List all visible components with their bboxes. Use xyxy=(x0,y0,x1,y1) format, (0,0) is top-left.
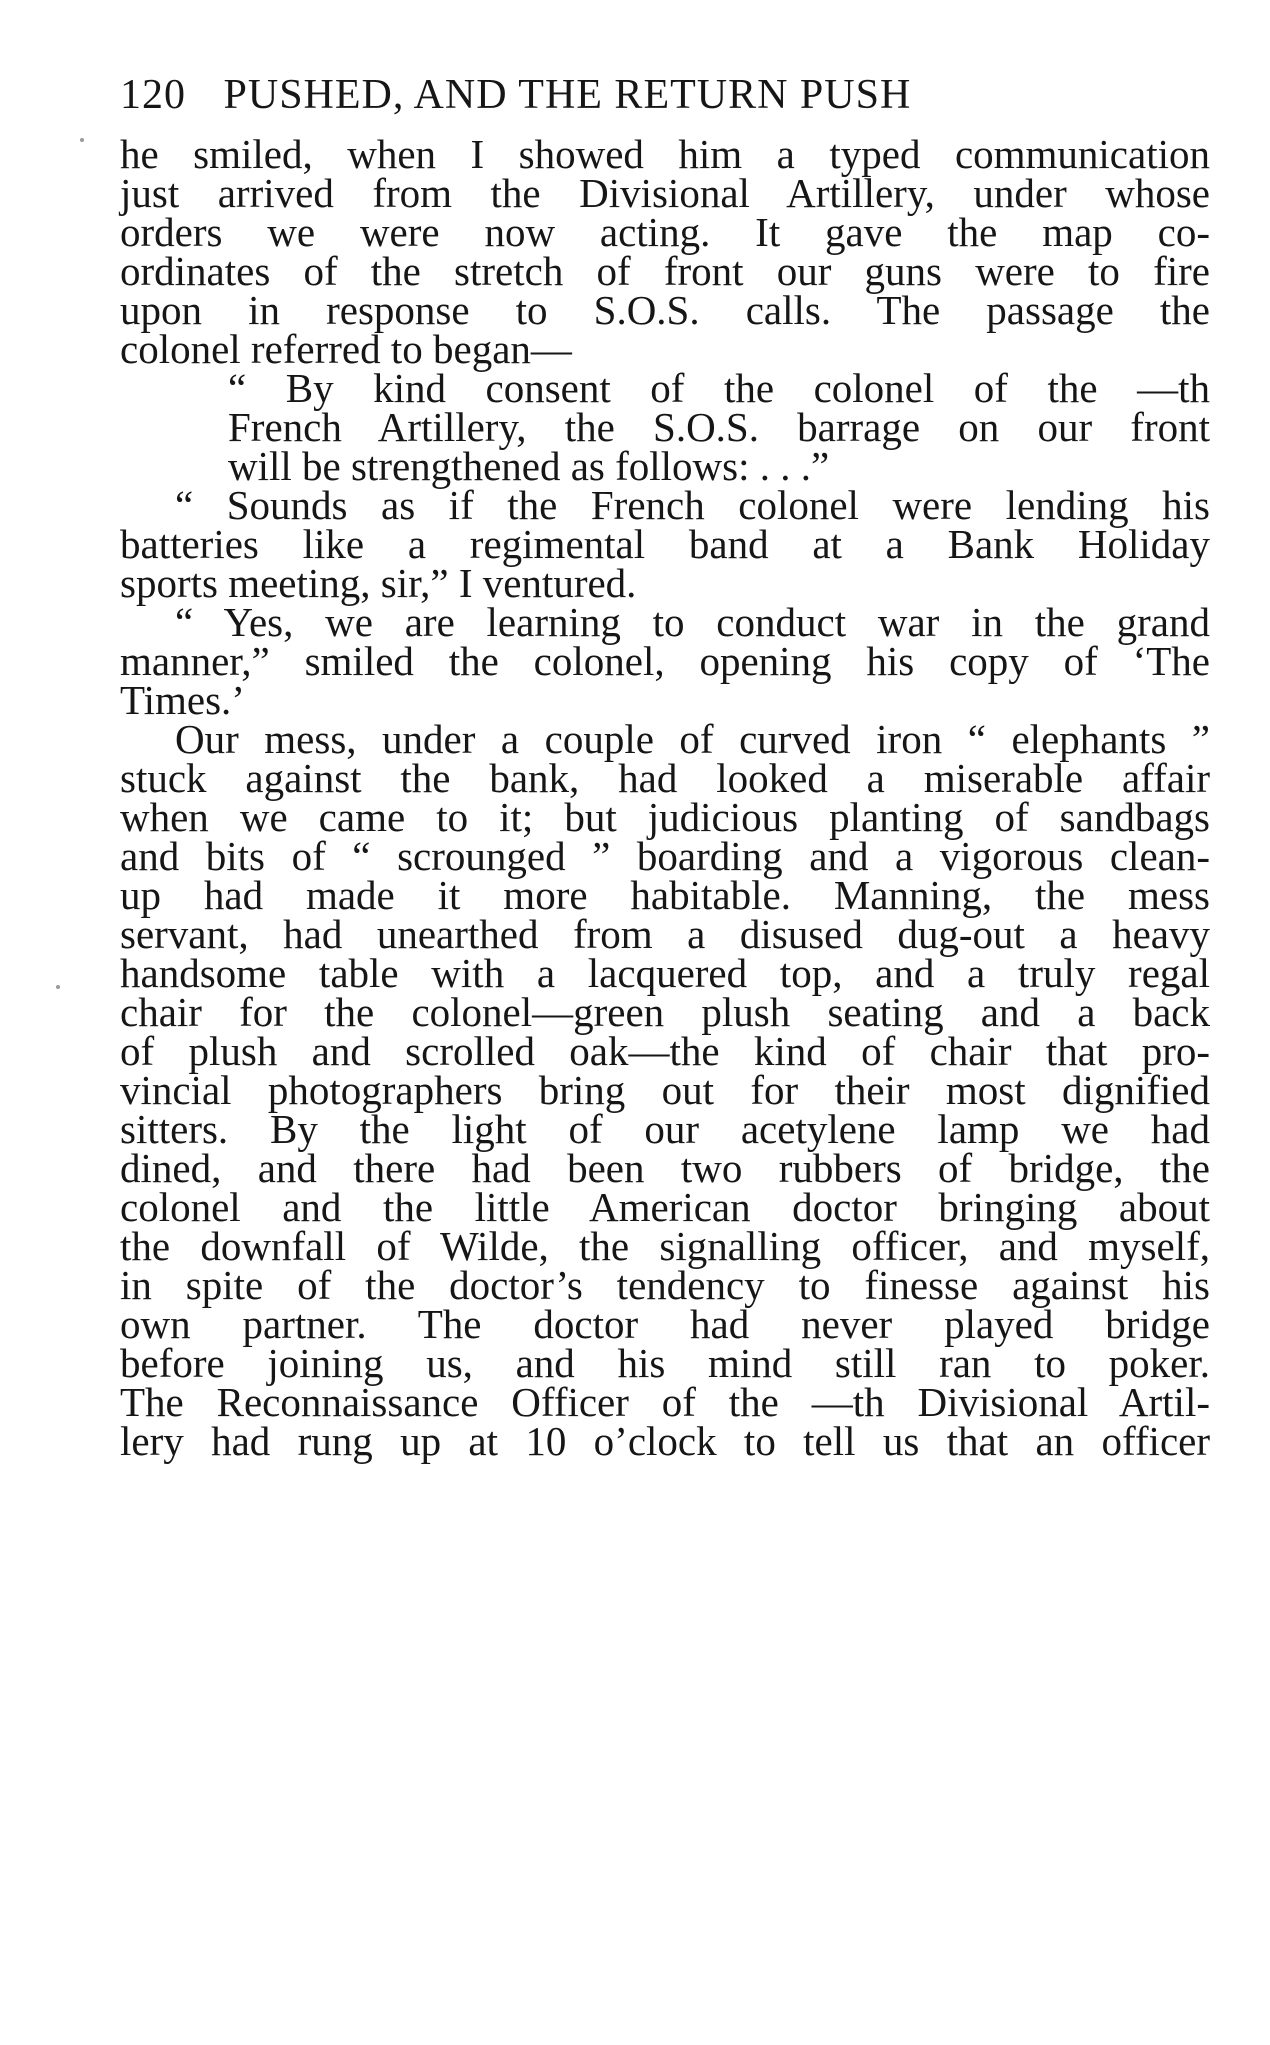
text-line: manner,” smiled the colonel, opening his copy of ‘The xyxy=(120,638,1210,684)
text-line: stuck against the bank, had looked a miserable affair xyxy=(120,755,1210,801)
print-speck xyxy=(56,985,60,989)
text-line: handsome table with a lacquered top, and a truly regal xyxy=(120,950,1210,996)
text-line: upon in response to S.O.S. calls. The passage the xyxy=(120,287,1210,333)
text-line: when we came to it; but judicious planting of sandbags xyxy=(120,794,1210,840)
text-line: of plush and scrolled oak—the kind of chair that pro- xyxy=(120,1028,1210,1074)
text-line: and bits of “ scrounged ” boarding and a vigorous clean- xyxy=(120,833,1210,879)
text-line: sitters. By the light of our acetylene lamp we had xyxy=(120,1106,1210,1152)
text-line: just arrived from the Divisional Artillery, under whose xyxy=(120,170,1210,216)
text-line: servant, had unearthed from a disused dug-out a heavy xyxy=(120,911,1210,957)
text-line: in spite of the doctor’s tendency to finesse against his xyxy=(120,1262,1210,1308)
text-line: Our mess, under a couple of curved iron “ elephants ” xyxy=(175,716,1210,762)
quote-line: “ By kind consent of the colonel of the —th xyxy=(228,365,1210,411)
text-line: Times.’ xyxy=(120,677,245,723)
text-line: own partner. The doctor had never played bridge xyxy=(120,1301,1210,1347)
text-line: dined, and there had been two rubbers of bridge, the xyxy=(120,1145,1210,1191)
text-line: he smiled, when I showed him a typed communication xyxy=(120,131,1210,177)
print-speck xyxy=(80,138,84,142)
quote-line: will be strengthened as follows: . . .” xyxy=(228,443,830,489)
text-line: the downfall of Wilde, the signalling officer, and myself, xyxy=(120,1223,1210,1269)
text-line: colonel and the little American doctor bringing about xyxy=(120,1184,1210,1230)
text-line: “ Sounds as if the French colonel were lending his xyxy=(175,482,1210,528)
text-line: sports meeting, sir,” I ventured. xyxy=(120,560,637,606)
text-line: lery had rung up at 10 o’clock to tell us that an officer xyxy=(120,1418,1210,1464)
text-line: vincial photographers bring out for their most dignified xyxy=(120,1067,1210,1113)
text-line: batteries like a regimental band at a Bank Holiday xyxy=(120,521,1210,567)
text-line: colonel referred to began— xyxy=(120,326,572,372)
page-number: 120 xyxy=(120,72,186,118)
quote-line: French Artillery, the S.O.S. barrage on our front xyxy=(228,404,1210,450)
text-line: up had made it more habitable. Manning, the mess xyxy=(120,872,1210,918)
text-line: orders we were now acting. It gave the map co- xyxy=(120,209,1210,255)
text-line: The Reconnaissance Officer of the —th Divisional Artil- xyxy=(120,1379,1210,1425)
text-line: ordinates of the stretch of front our guns were to fire xyxy=(120,248,1210,294)
text-line: chair for the colonel—green plush seating and a back xyxy=(120,989,1210,1035)
text-line: before joining us, and his mind still ran to poker. xyxy=(120,1340,1210,1386)
running-header xyxy=(120,70,1120,120)
text-line: “ Yes, we are learning to conduct war in the grand xyxy=(175,599,1210,645)
running-title: PUSHED, AND THE RETURN PUSH xyxy=(223,72,912,118)
